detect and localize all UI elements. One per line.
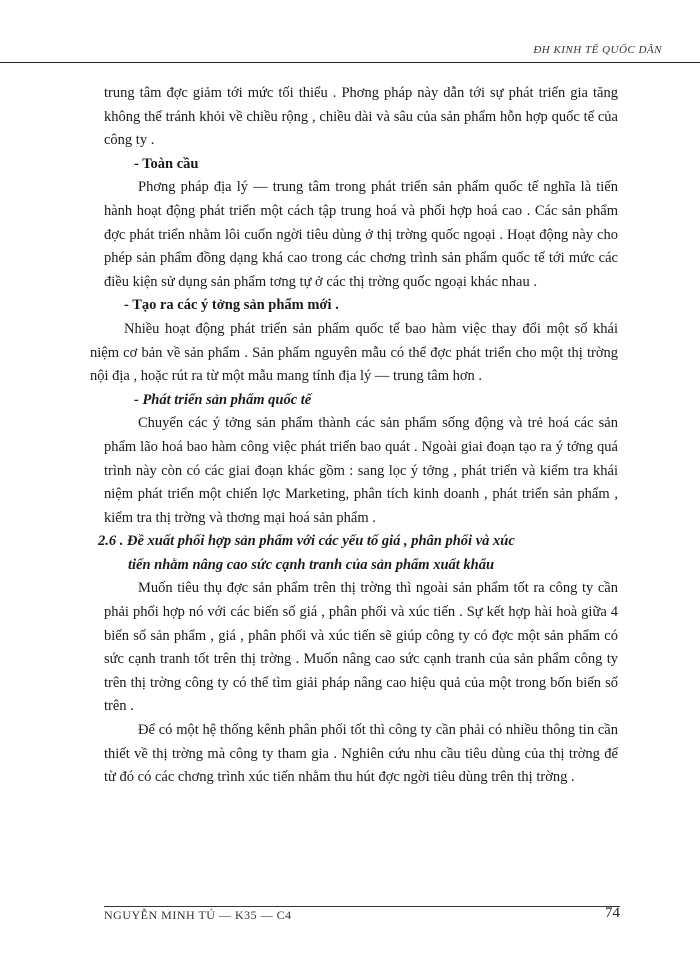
paragraph-6: Để có một hệ thống kênh phân phối tốt thì công ty cần phải có nhiều thông tin cần thiết về thị trờng mà công ty tham gia . Nghiên cứu nhu cầu tiêu dùng của thị trờng để từ đó có các chơng trình xúc tiến nhằm thu hút đợc ngời tiêu dùng trên thị trờng .	[104, 722, 618, 786]
paragraph-1: trung tâm đợc giảm tới mức tối thiểu . Phơng pháp này dẫn tới sự phát triển gia tăng không thể tránh khỏi về chiều rộng , chiều dài và sâu của sản phẩm hỗn hợp quốc tế của công ty .	[104, 85, 618, 149]
running-header: ĐH KINH TẾ QUỐC DÂN	[533, 44, 662, 56]
heading-intl-development: - Phát triển sản phẩm quốc tế	[134, 391, 312, 408]
page-number: 74	[605, 905, 620, 921]
section-heading-line-2: tiến nhằm nâng cao sức cạnh tranh của sản phẩm xuất khẩu	[128, 556, 495, 573]
paragraph-5: Muốn tiêu thụ đợc sản phẩm trên thị trờng thì ngoài sản phẩm tốt ra công ty cần phải phối hợp nó với các biến số giá , phân phối và xúc tiến . Sự kết hợp hài hoà giữa 4 biến số sản phẩm , giá , phân phối và xúc tiến sẽ giúp công ty có đợc một sản phẩm có sức cạnh tranh tốt trên thị trờng . Muốn nâng cao sức cạnh tranh của sản phẩm công ty trên thị trờng công ty có thể tìm giải pháp nâng cao hiệu quả của một trong bốn biến số trên .	[104, 580, 618, 715]
footer-rule	[104, 906, 620, 907]
heading-new-ideas: - Tạo ra các ý tởng sản phẩm mới .	[124, 297, 339, 314]
section-heading-2-6	[98, 530, 618, 577]
header-rule	[0, 62, 700, 63]
page-body	[90, 82, 618, 790]
paragraph-3: Nhiều hoạt động phát triển sản phẩm quốc tế bao hàm việc thay đổi một số khái niệm cơ bản về sản phẩm . Sản phẩm nguyên mẫu có thể đợc phát triển cho một thị trờng nội địa , hoặc rút ra từ một mẫu mang tính địa lý — trung tâm hơn .	[90, 320, 618, 385]
paragraph-4: Chuyển các ý tởng sản phẩm thành các sản phẩm sống động và trẻ hoá các sản phẩm lão hoá bao hàm công việc phát triển bao quát . Ngoài giai đoạn tạo ra ý tởng quá trình này còn có các giai đoạn khác gồm : sang lọc ý tởng , phát triển và kiểm tra khái niệm phát triển một chiến lợc Marketing, phân tích kinh doanh , phát triển sản phẩm , kiểm tra thị trờng và thơng mại hoá sản phẩm .	[104, 415, 618, 526]
section-heading-line-1: 2.6 . Đề xuất phối hợp sản phẩm với các yếu tố giá , phân phối và xúc	[98, 533, 515, 550]
footer-author: NGUYỄN MINH TÚ — K35 — C4	[104, 908, 292, 922]
heading-global: - Toàn cầu	[134, 155, 199, 172]
paragraph-2: Phơng pháp địa lý — trung tâm trong phát triển sản phẩm quốc tế nghĩa là tiến hành hoạt động phát triển một cách tập trung hoá và phối hợp hoá cao . Các sản phẩm đợc phát triển nhằm lôi cuốn ngời tiêu dùng ở thị trờng quốc ngoại . Hoạt động này cho phép sản phẩm đồng dạng khá cao trong các chơng trình sản phẩm quốc tế tới mức các điều kiện sử dụng sản phẩm tơng tự ở các thị trờng quốc ngoại khác nhau .	[104, 179, 618, 290]
